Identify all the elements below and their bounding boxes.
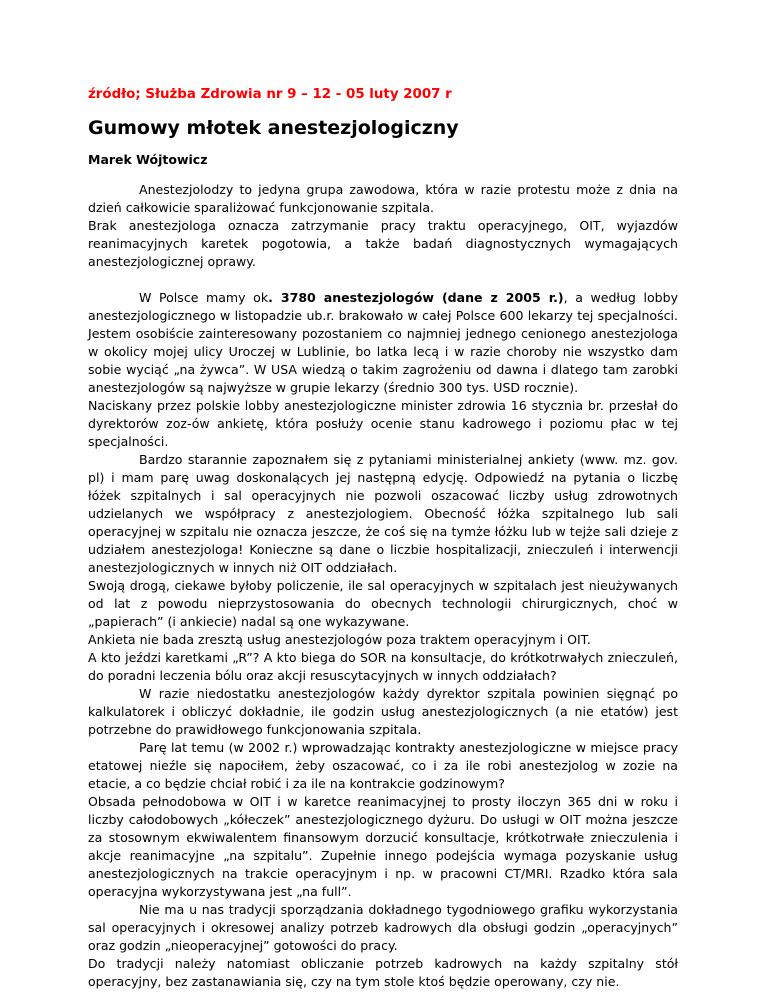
article-title: Gumowy młotek anestezjologiczny: [88, 117, 459, 139]
paragraph: A kto jeździ karetkami „R”? A kto biega do SOR na konsultacje, do krótkotrwałych znieczuleń, do poradni leczenia bólu oraz akcji resuscytacyjnych w innych oddziałach?: [88, 650, 678, 683]
paragraph: Nie ma u nas tradycji sporządzania dokładnego tygodniowego grafiku wykorzystania sal operacyjnych i okresowej analizy potrzeb kadrowych dla obsługi godzin „operacyjnych” oraz godzin „nieoperacyjnej” gotowości do pracy.: [88, 902, 678, 953]
paragraph: Do tradycji należy natomiast obliczanie potrzeb kadrowych na każdy szpitalny stół operacyjny, bez zastanawiania się, czy na tym stole ktoś będzie operowany, czy nie.: [88, 956, 678, 989]
paragraph: Ankieta nie bada zresztą usług anestezjologów poza traktem operacyjnym i OIT.: [88, 632, 591, 647]
article-body: [88, 181, 678, 991]
paragraph-text: W Polsce mamy ok: [139, 290, 269, 305]
paragraph: Brak anestezjologa oznacza zatrzymanie pracy traktu operacyjnego, OIT, wyjazdów reanimacyjnych karetek pogotowia, a także badań diagnostycznych wymagających anestezjologicznej oprawy.: [88, 218, 678, 269]
statistic-highlight: . 3780 anestezjologów (dane z 2005 r.): [268, 290, 564, 305]
paragraph-text: , a według lobby anestezjologicznego w listopadzie ub.r. brakowało w całej Polsce 600 lekarzy tej specjalności. Jestem osobiście zainteresowany pozostaniem co najmniej jednego cenionego anestezjologa w okolicy mojej ulicy Uroczej w Lublinie, bo latka lecą i w razie choroby nie wszystko dam sobie wyciąć „na żywca”. W USA wiedzą o takim zagrożeniu od dawna i dlatego tam zarobki anestezjologów są najwyższe w grupie lekarzy (średnio 300 tys. USD rocznie).: [88, 290, 678, 395]
paragraph: Anestezjolodzy to jedyna grupa zawodowa, która w razie protestu może z dnia na dzień całkowicie sparaliżować funkcjonowanie szpitala.: [88, 182, 678, 215]
paragraph: Bardzo starannie zapoznałem się z pytaniami ministerialnej ankiety (www. mz. gov. pl) i mam parę uwag doskonalących jej następną edycję. Odpowiedź na pytania o liczbę łóżek szpitalnych i sal operacyjnych nie pozwoli oszacować liczby usług zdrowotnych udzielanych we współpracy z anestezjologiem. Obecność łóżka szpitalnego lub sali operacyjnej w szpitalu nie oznacza jeszcze, że coś się na tymże łóżku lub w tejże sali dzieje z udziałem anestezjologa! Konieczne są dane o liczbie hospitalizacji, znieczuleń i interwencji anestezjologicznych w innych niż OIT oddziałach.: [88, 452, 678, 575]
paragraph: Naciskany przez polskie lobby anestezjologiczne minister zdrowia 16 stycznia br. przesłał do dyrektorów zoz-ów ankietę, która posłuży ocenie stanu kadrowego i poziomu płac w tej specjalności.: [88, 398, 678, 449]
paragraph: Parę lat temu (w 2002 r.) wprowadzając kontrakty anestezjologiczne w miejsce pracy etatowej nieźle się napociłem, żeby oszacować, co i za ile robi anestezjolog w zozie na etacie, a co będzie chciał robić i za ile na kontrakcie godzinowym?: [88, 740, 678, 791]
source-line: źródło; Służba Zdrowia nr 9 – 12 - 05 luty 2007 r: [88, 87, 452, 102]
paragraph: Obsada pełnodobowa w OIT i w karetce reanimacyjnej to prosty iloczyn 365 dni w roku i liczby całodobowych „kółeczek” anestezjologicznego dyżuru. Do usługi w OIT można jeszcze za stosownym ekwiwalentem finansowym dorzucić konsultacje, krótkotrwałe znieczulenia i akcje reanimacyjne „na szpitalu”. Zupełnie innego podejścia wymaga pozyskanie usług anestezjologicznych na trakcie operacyjnym i np. w pracowni CT/MRI. Rzadko która sala operacyjna wykorzystywana jest „na full”.: [88, 794, 678, 899]
paragraph: W razie niedostatku anestezjologów każdy dyrektor szpitala powinien sięgnąć po kalkulatorek i obliczyć dokładnie, ile godzin usług anestezjologicznych (a nie etatów) jest potrzebne do prawidłowego funkcjonowania szpitala.: [88, 686, 678, 737]
paragraph: [88, 289, 678, 397]
author-name: Marek Wójtowicz: [88, 152, 208, 167]
paragraph: Swoją drogą, ciekawe byłoby policzenie, ile sal operacyjnych w szpitalach jest nieużywanych od lat z powodu nieprzystosowania do obecnych technologii chirurgicznych, choć w „papierach” (i ankiecie) nadal są one wykazywane.: [88, 578, 678, 629]
